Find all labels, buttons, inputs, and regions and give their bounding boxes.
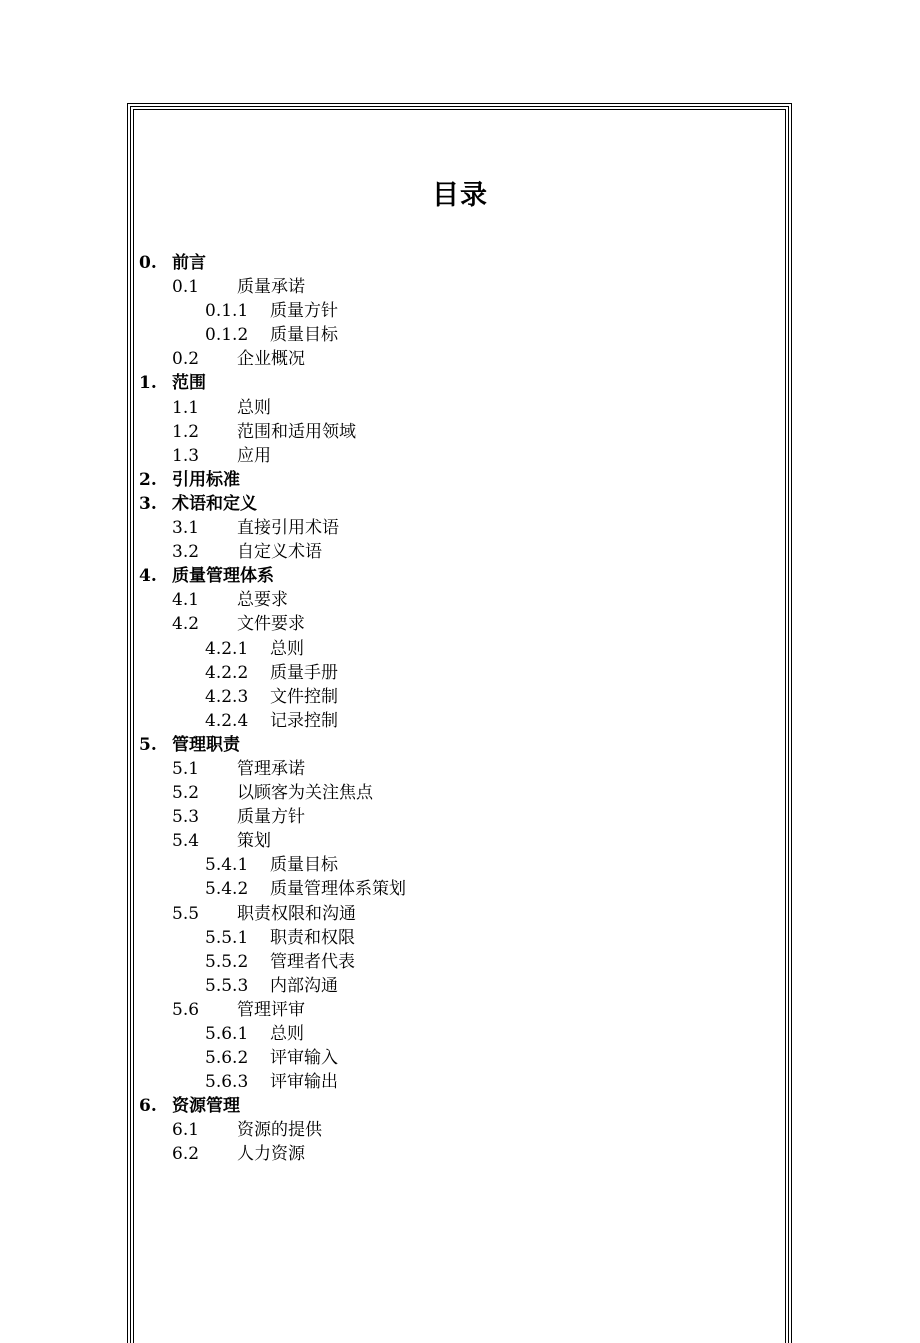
toc-entry-number: 4.2.3 xyxy=(205,686,249,707)
toc-entry-text: 直接引用术语 xyxy=(237,518,339,539)
toc-entry-level-2 xyxy=(0,299,920,323)
toc-entry-number: 1.2 xyxy=(172,421,200,442)
toc-entry-number: 0.2 xyxy=(172,349,200,370)
toc-entry-text: 管理职责 xyxy=(172,734,240,755)
toc-entry-number: 4.2.2 xyxy=(205,662,249,683)
toc-entry-text: 内部沟通 xyxy=(270,975,338,996)
toc-entry-level-2 xyxy=(0,685,920,709)
toc-entry-level-1 xyxy=(0,540,920,564)
toc-entry-level-1 xyxy=(0,588,920,612)
toc-entry-number: 5.6.1 xyxy=(205,1024,249,1044)
toc-entry-number: 0.1 xyxy=(172,277,200,298)
toc-entry-number: 3.2 xyxy=(172,542,200,563)
toc-entry-level-1 xyxy=(0,757,920,781)
toc-entry-number: 1.1 xyxy=(172,397,200,418)
toc-entry-text: 总则 xyxy=(237,397,271,418)
toc-entry-text: 职责和权限 xyxy=(270,927,355,948)
toc-entry-level-2 xyxy=(0,877,920,901)
toc-entry-text: 术语和定义 xyxy=(172,493,257,514)
table-of-contents xyxy=(0,251,920,1167)
toc-entry-level-1 xyxy=(0,420,920,444)
toc-entry-level-2 xyxy=(0,950,920,974)
toc-entry-text: 文件控制 xyxy=(270,686,338,707)
toc-entry-number: 6.1 xyxy=(172,1120,200,1141)
toc-entry-text: 质量承诺 xyxy=(237,277,305,298)
toc-entry-level-1 xyxy=(0,902,920,926)
page-title: 目录 xyxy=(432,180,488,211)
toc-entry-number: 1. xyxy=(139,373,157,394)
toc-entry-text: 资源的提供 xyxy=(237,1120,322,1141)
toc-entry-level-1 xyxy=(0,805,920,829)
toc-entry-number: 2. xyxy=(139,469,157,490)
toc-entry-level-2 xyxy=(0,1070,920,1094)
toc-entry-level-2 xyxy=(0,661,920,685)
toc-entry-number: 3.1 xyxy=(172,518,200,539)
toc-entry-level-0 xyxy=(0,733,920,757)
toc-entry-level-2 xyxy=(0,637,920,661)
toc-entry-text: 应用 xyxy=(237,445,271,466)
toc-entry-text: 质量方针 xyxy=(270,301,338,322)
toc-entry-text: 人力资源 xyxy=(237,1144,305,1165)
toc-entry-number: 5. xyxy=(139,734,157,755)
toc-entry-level-0 xyxy=(0,468,920,492)
toc-entry-number: 5.3 xyxy=(172,807,200,828)
toc-entry-level-0 xyxy=(0,564,920,588)
toc-entry-text: 管理承诺 xyxy=(237,758,305,779)
toc-entry-text: 质量方针 xyxy=(237,807,305,828)
toc-entry-text: 范围和适用领域 xyxy=(237,421,356,442)
toc-entry-level-2 xyxy=(0,974,920,998)
toc-entry-level-1 xyxy=(0,396,920,420)
toc-entry-text: 记录控制 xyxy=(270,710,338,731)
toc-entry-number: 0.1.2 xyxy=(205,325,249,346)
toc-entry-text: 质量管理体系 xyxy=(172,566,274,587)
toc-entry-level-2 xyxy=(0,1022,920,1046)
toc-entry-level-1 xyxy=(0,1142,920,1166)
toc-entry-number: 5.5.1 xyxy=(205,927,249,948)
toc-entry-number: 5.6.3 xyxy=(205,1072,249,1093)
toc-entry-number: 5.6 xyxy=(172,999,200,1020)
toc-entry-level-2 xyxy=(0,709,920,733)
toc-entry-number: 5.4 xyxy=(172,831,200,852)
toc-entry-text: 总要求 xyxy=(237,590,288,611)
toc-entry-level-1 xyxy=(0,444,920,468)
toc-entry-level-1 xyxy=(0,612,920,636)
toc-entry-level-1 xyxy=(0,829,920,853)
toc-entry-text: 前言 xyxy=(172,253,206,273)
toc-entry-text: 管理者代表 xyxy=(270,951,355,972)
toc-entry-number: 5.1 xyxy=(172,758,200,779)
toc-entry-number: 6. xyxy=(139,1096,157,1117)
toc-entry-level-0 xyxy=(0,1094,920,1118)
toc-entry-number: 4.1 xyxy=(172,590,200,611)
toc-entry-text: 质量管理体系策划 xyxy=(270,879,406,900)
toc-entry-number: 5.4.2 xyxy=(205,879,249,900)
toc-entry-number: 5.5 xyxy=(172,903,200,924)
toc-entry-level-0 xyxy=(0,251,920,275)
toc-entry-level-0 xyxy=(0,492,920,516)
toc-entry-number: 5.5.3 xyxy=(205,975,249,996)
toc-entry-number: 5.4.1 xyxy=(205,855,249,876)
toc-entry-text: 引用标准 xyxy=(172,469,240,490)
toc-entry-text: 总则 xyxy=(270,1024,304,1044)
toc-entry-number: 5.2 xyxy=(172,783,200,804)
toc-entry-level-0 xyxy=(0,371,920,395)
toc-entry-text: 评审输出 xyxy=(270,1072,338,1093)
toc-entry-text: 质量手册 xyxy=(270,662,338,683)
toc-entry-text: 企业概况 xyxy=(237,349,305,370)
toc-entry-number: 3. xyxy=(139,493,157,514)
toc-entry-level-1 xyxy=(0,347,920,371)
toc-entry-text: 评审输入 xyxy=(270,1048,338,1069)
toc-entry-text: 质量目标 xyxy=(270,325,338,346)
toc-entry-number: 4.2 xyxy=(172,614,200,635)
toc-entry-level-1 xyxy=(0,998,920,1022)
toc-entry-level-1 xyxy=(0,1118,920,1142)
toc-entry-text: 范围 xyxy=(172,373,206,394)
toc-entry-number: 1.3 xyxy=(172,445,200,466)
toc-entry-number: 0.1.1 xyxy=(205,301,249,322)
toc-entry-text: 总则 xyxy=(270,638,304,659)
toc-entry-level-2 xyxy=(0,926,920,950)
toc-entry-level-1 xyxy=(0,516,920,540)
toc-entry-number: 6.2 xyxy=(172,1144,200,1165)
toc-entry-number: 5.5.2 xyxy=(205,951,249,972)
toc-entry-text: 文件要求 xyxy=(237,614,305,635)
toc-entry-text: 职责权限和沟通 xyxy=(237,903,356,924)
toc-entry-number: 0. xyxy=(139,253,157,273)
toc-entry-text: 策划 xyxy=(237,831,271,852)
toc-entry-text: 以顾客为关注焦点 xyxy=(237,783,373,804)
toc-entry-text: 质量目标 xyxy=(270,855,338,876)
toc-entry-text: 自定义术语 xyxy=(237,542,322,563)
toc-entry-text: 资源管理 xyxy=(172,1096,240,1117)
toc-entry-level-2 xyxy=(0,1046,920,1070)
toc-entry-level-2 xyxy=(0,323,920,347)
toc-entry-text: 管理评审 xyxy=(237,999,305,1020)
toc-entry-number: 4.2.4 xyxy=(205,710,249,731)
toc-entry-level-1 xyxy=(0,275,920,299)
toc-entry-number: 4.2.1 xyxy=(205,638,249,659)
toc-entry-level-1 xyxy=(0,781,920,805)
toc-entry-number: 5.6.2 xyxy=(205,1048,249,1069)
toc-entry-level-2 xyxy=(0,853,920,877)
toc-entry-number: 4. xyxy=(139,566,157,587)
